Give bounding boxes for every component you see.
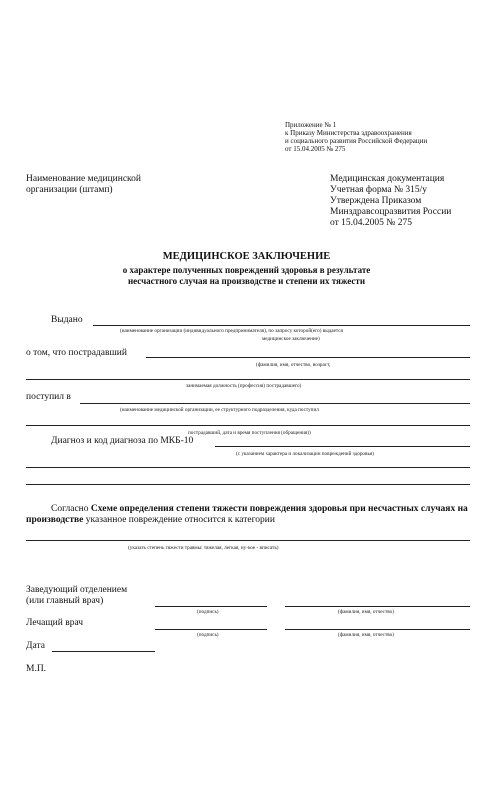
admitted-line[interactable] (80, 403, 470, 404)
issued-label: Выдано (51, 315, 83, 325)
issued-line[interactable] (93, 325, 470, 326)
org-name-block (26, 174, 141, 196)
title-subline1: о характере полученных повреждений здоровья в результате (122, 265, 371, 275)
page-title: МЕДИЦИНСКОЕ ЗАКЛЮЧЕНИЕ (162, 251, 331, 262)
diagnosis-line-3[interactable] (26, 484, 470, 485)
head-signature-hint: (подпись) (197, 609, 219, 615)
appendix-line1: Приложение № 1 (285, 121, 337, 129)
head-signature-line[interactable] (155, 606, 267, 607)
according-paragraph (26, 504, 474, 526)
doctor-name-hint: (фамилия, имя, отчество) (338, 632, 394, 638)
appendix-line2: к Приказу Министерства здравоохранения (285, 129, 412, 137)
victim-hint: (фамилия, имя, отчество, возраст, (256, 362, 331, 368)
victim-line[interactable] (146, 357, 470, 358)
position-hint: занимаемая должность (профессия) пострадавшего) (186, 383, 302, 389)
diagnosis-line-2[interactable] (26, 467, 470, 468)
severity-line[interactable] (26, 540, 470, 541)
head-label (26, 585, 127, 607)
admitted-hint-2: пострадавший, дата и время поступления (обращения)) (188, 430, 311, 436)
diagnosis-label: Диагноз и код диагноза по МКБ-10 (51, 436, 194, 446)
admitted-line-2[interactable] (26, 425, 470, 426)
position-line[interactable] (26, 379, 470, 380)
appendix-block (285, 121, 427, 153)
doc-info-line5: от 15.04.2005 № 275 (330, 218, 412, 228)
appendix-line4: от 15.04.2005 № 275 (285, 145, 346, 153)
org-name-line1: Наименование медицинской (26, 174, 142, 184)
victim-label: о том, что пострадавший (26, 348, 127, 358)
diagnosis-hint: (с указанием характера и локализации повреждений здоровья) (236, 451, 374, 457)
doc-info-block (330, 174, 451, 229)
doc-info-line1: Медицинская документация (330, 174, 445, 184)
head-name-line[interactable] (285, 606, 470, 607)
doctor-signature-line[interactable] (155, 629, 267, 630)
date-label: Дата (26, 641, 45, 651)
severity-hint: (указать степень тяжести травмы: тяжелая, легкая, ну-кое - вписать) (128, 545, 279, 551)
admitted-label: поступил в (26, 392, 71, 402)
according-prefix: Согласно (51, 504, 91, 514)
scheme-name: Схеме определения степени тяжести повреждения здоровья при несчастных случаях на производстве (26, 504, 468, 525)
head-name-hint: (фамилия, имя, отчество) (338, 609, 394, 615)
head-label-line2: (или главный врач) (26, 596, 104, 606)
doc-info-line3: Утверждена Приказом (330, 196, 422, 206)
diagnosis-line[interactable] (215, 446, 470, 447)
doctor-label: Лечащий врач (26, 618, 84, 628)
date-line[interactable] (52, 651, 155, 652)
doc-info-line4: Минздравсоцразвития России (330, 207, 452, 217)
issued-hint-1: (наименование организации (индивидуального предпринимателя), по запросу которой(его) выдается (120, 328, 343, 334)
according-suffix: указанное повреждение относится к категории (83, 515, 275, 525)
stamp-label: М.П. (26, 664, 47, 674)
title-subline2: несчастного случая на производстве и степени их тяжести (127, 276, 366, 286)
doc-info-line2: Учетная форма № 315/у (330, 185, 428, 195)
org-name-line2: организации (штамп) (26, 185, 113, 195)
issued-hint-2: медицинское заключение) (262, 336, 320, 342)
appendix-line3: и социального развития Российской Федерации (285, 137, 428, 145)
doctor-name-line[interactable] (285, 629, 470, 630)
admitted-hint: (наименование медицинской организации, ее структурного подразделения, куда поступил (120, 407, 319, 413)
head-label-line1: Заведующий отделением (26, 585, 128, 595)
doctor-signature-hint: (подпись) (197, 632, 219, 638)
